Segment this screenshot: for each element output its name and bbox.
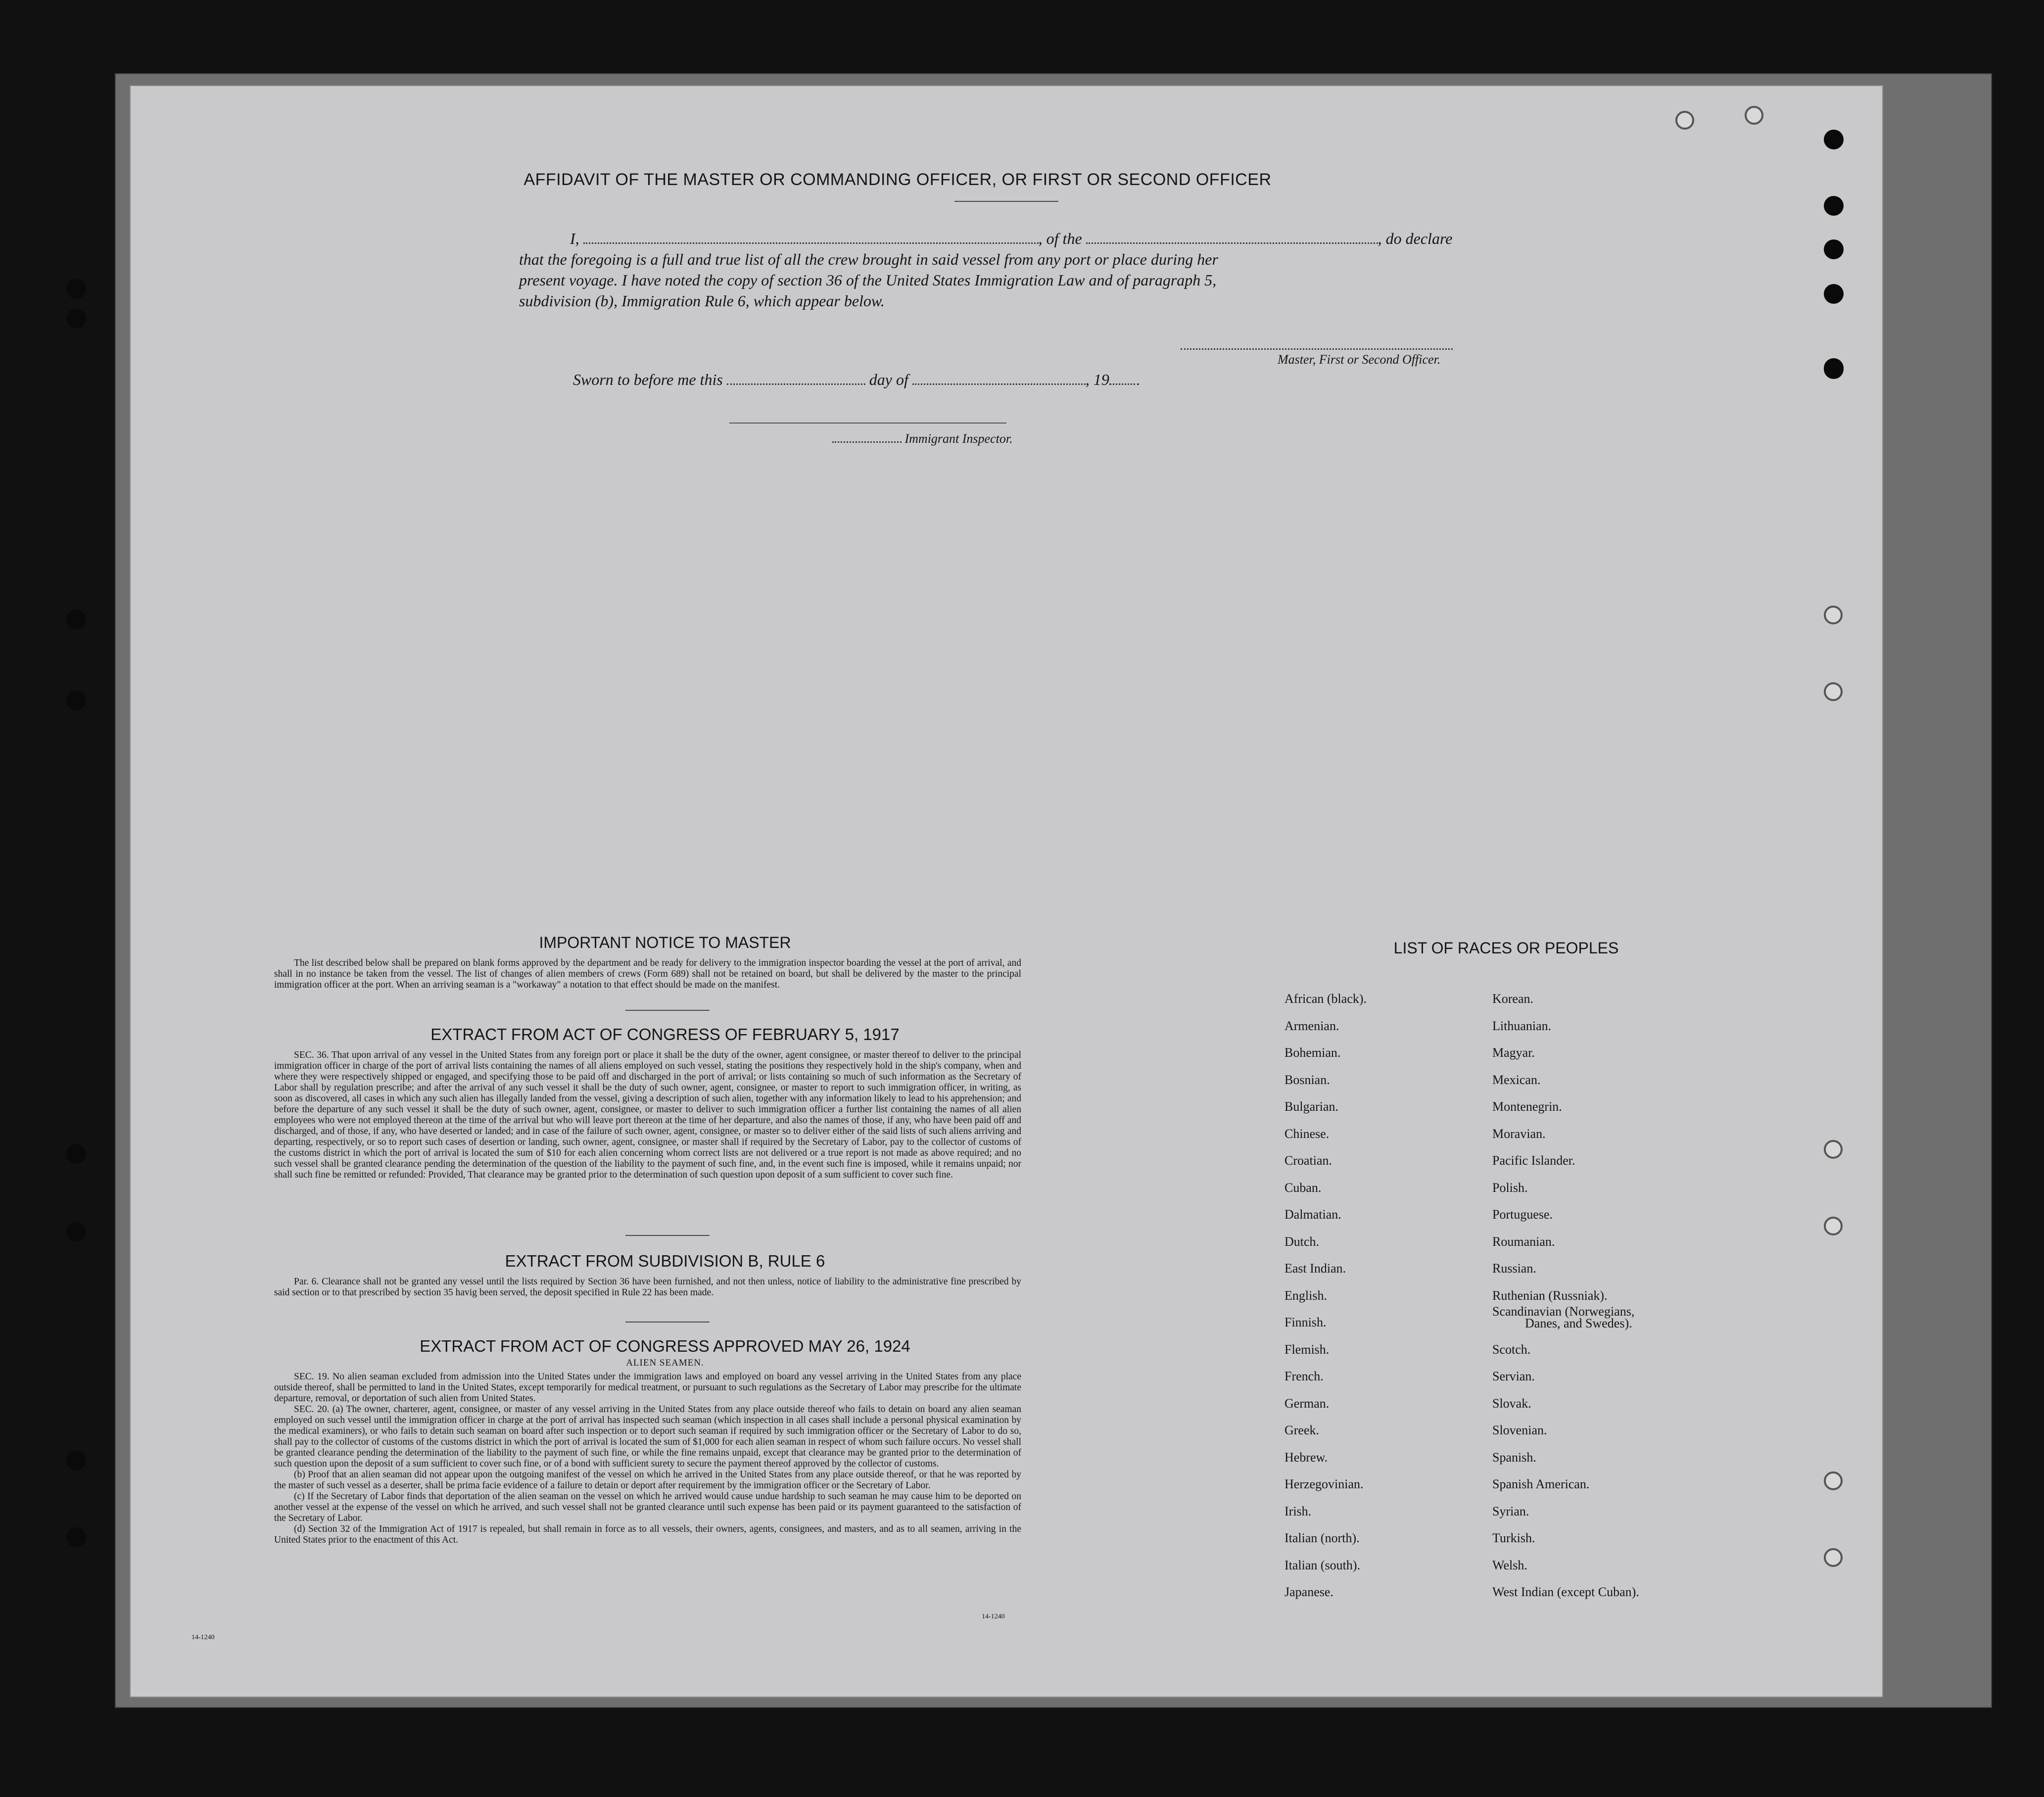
punch-hole: [66, 1527, 86, 1547]
race-item: West Indian (except Cuban).: [1492, 1585, 1639, 1599]
race-item: German.: [1284, 1396, 1330, 1411]
bottom-form-number: 14-1240: [191, 1634, 215, 1641]
extract-rule6-text: [274, 1277, 1021, 1298]
race-item: Turkish.: [1492, 1531, 1535, 1545]
race-item: English.: [1284, 1288, 1327, 1303]
race-item: Moravian.: [1492, 1126, 1546, 1141]
punch-hole: [1824, 284, 1844, 304]
race-item: Bosnian.: [1284, 1072, 1330, 1087]
race-item-scandinavian-cont: Danes, and Swedes).: [1525, 1316, 1632, 1330]
extract-1924-sec20d: (d) Section 32 of the Immigration Act of 1917 is repealed, but shall remain in force as to all vessels, their owners, agents, consignees, and masters, and as to all seamen, arriving in the United States prior to the enactment of this Act.: [274, 1524, 1021, 1545]
manifest-page: [130, 85, 1883, 1698]
punch-hole: [1824, 359, 1844, 379]
punch-hole: [66, 1222, 86, 1241]
extract-1924-title: EXTRACT FROM ACT OF CONGRESS APPROVED MAY 26, 1924: [420, 1337, 910, 1355]
punch-hole: [66, 279, 86, 299]
punch-hole: [1824, 1217, 1843, 1235]
master-signature-label: Master, First or Second Officer.: [1278, 352, 1441, 367]
race-item: Japanese.: [1284, 1585, 1333, 1599]
punch-hole: [1824, 1140, 1843, 1159]
extract-rule6-rule: [625, 1322, 710, 1323]
race-item: Spanish American.: [1492, 1477, 1590, 1491]
inspector-label: Immigrant Inspector.: [904, 431, 1013, 446]
sworn-year-blank[interactable]: [1109, 374, 1139, 385]
extract-1924-sec20c: (c) If the Secretary of Labor finds that deportation of the alien seaman on the vessel on which he arrived would cause undue hardship to such seaman he may cause him to be deported on another vessel at the expense of the vessel on which he arrived, and such vessel shall not be granted clearance until such expense has been paid or its payment guaranteed to the satisfaction of the Secretary of Labor.: [274, 1491, 1021, 1523]
extract-1917-rule: [625, 1235, 710, 1236]
extract-1924-text: [274, 1371, 1021, 1546]
name-blank[interactable]: [583, 233, 1039, 244]
punch-hole: [1824, 1548, 1843, 1567]
race-item: Italian (north).: [1284, 1531, 1360, 1545]
master-signature-line[interactable]: [1181, 348, 1453, 350]
punch-hole: [66, 1144, 86, 1164]
race-item: Bulgarian.: [1284, 1099, 1339, 1114]
race-item: Irish.: [1284, 1504, 1312, 1518]
sworn-line: [573, 371, 1139, 389]
extract-1917-paragraph: SEC. 36. That upon arrival of any vessel in the United States from any foreign port or place it shall be the duty of the owner, agent consignee, or master thereof to deliver to the principal immigration officer in charge of the port of arrival lists containing the names of all aliens employed on such vessel, stating the positions they respectively hold in the ship's company, when and where they were respectively shipped or engaged, and specifying those to be paid off and discharged in the port of arrival; or lists containing so much of such information as the Secretary of Labor shall by regulation prescribe; and after the arrival of any such vessel it shall be the duty of such owner, agent, consignee, or master to report to such immigration officer, in writing, as soon as discovered, all cases in which any such alien has illegally landed from the vessel, giving a description of such alien, together with any information likely to lead to his apprehension; and before the departure of any such vessel it shall be the duty of such owner, agent, consignee, or master to deliver to such immigration officer a further list containing the names of all alien employees who were not employed thereon at the time of the arrival but who will leave port thereon at the time of her departure, and also the names of those, if any, who have been paid off and discharged, and of those, if any, who have deserted or landed; and in case of the failure of such owner, agent, consignee, or master so to deliver either of the said lists of such aliens arriving and departing, respectively, or so to report such cases of desertion or landing, such owner, agent, consignee, or master shall if required by the Secretary of Labor, pay to the collector of customs of the customs district in which the port of arrival is located the sum of $10 for each alien concerning whom correct lists are not delivered or a true report is not made as above required; and no such vessel shall be granted clearance pending the determination of the question of the liability to the payment of such fine, and, in the event such fine is imposed, while it remains unpaid; nor shall such fine be remitted or refunded: Provided, That clearance may be granted prior to the determination of such question upon deposit of a sum sufficient to cover such fine.: [274, 1050, 1021, 1180]
sworn-day-blank[interactable]: [727, 374, 865, 385]
race-item: French.: [1284, 1369, 1324, 1383]
inspector-signature-line[interactable]: [729, 423, 1006, 424]
affidavit-line-2: that the foregoing is a full and true list of all the crew brought in said vessel from any port or place during her: [519, 250, 1218, 268]
inspector-blank[interactable]: [832, 434, 902, 443]
extract-1924-sec20b: (b) Proof that an alien seaman did not appear upon the outgoing manifest of the vessel on which he arrived in the United States from any place outside thereof, or that he was reported by the master of such vessel as a deserter, shall be prima facie evidence of a failure to detain or deport after requirement by the immigration officer or the Secretary of Labor.: [274, 1469, 1021, 1491]
race-item: Dalmatian.: [1284, 1207, 1341, 1222]
affidavit-line-3: present voyage. I have noted the copy of section 36 of the United States Immigration Law and of paragraph 5,: [519, 271, 1217, 289]
race-item: Cuban.: [1284, 1180, 1322, 1195]
race-item: Finnish.: [1284, 1315, 1327, 1329]
affidavit-title-rule: [954, 201, 1058, 202]
notice-rule: [625, 1010, 710, 1011]
races-title: LIST OF RACES OR PEOPLES: [1393, 939, 1619, 957]
sworn-prefix-text: Sworn to before me this: [573, 371, 723, 388]
race-item: Servian.: [1492, 1369, 1535, 1383]
race-item: Ruthenian (Russniak).: [1492, 1288, 1608, 1303]
race-item: Portuguese.: [1492, 1207, 1553, 1222]
sworn-month-blank[interactable]: [912, 374, 1086, 385]
punch-hole: [1745, 106, 1763, 125]
extract-1924-subtitle: ALIEN SEAMEN.: [626, 1358, 704, 1368]
sworn-day-of-text: day of: [869, 371, 908, 388]
race-item: East Indian.: [1284, 1261, 1346, 1276]
affidavit-declare-line: [570, 230, 1452, 248]
vessel-blank[interactable]: [1086, 233, 1378, 244]
declare-i-text: I,: [570, 230, 579, 247]
affidavit-line-4: subdivision (b), Immigration Rule 6, which appear below.: [519, 292, 885, 310]
affidavit-title: AFFIDAVIT OF THE MASTER OR COMMANDING OFFICER, OR FIRST OR SECOND OFFICER: [523, 170, 1272, 189]
race-item: African (black).: [1284, 992, 1367, 1006]
race-item: Chinese.: [1284, 1126, 1330, 1141]
race-item: Spanish.: [1492, 1450, 1536, 1465]
race-item: Lithuanian.: [1492, 1018, 1552, 1033]
extract-1917-title: EXTRACT FROM ACT OF CONGRESS OF FEBRUARY 5, 1917: [430, 1025, 900, 1043]
race-item: Slovenian.: [1492, 1423, 1547, 1437]
punch-hole: [66, 691, 86, 710]
race-item: Korean.: [1492, 992, 1534, 1006]
race-item: Syrian.: [1492, 1504, 1529, 1518]
race-item: Roumanian.: [1492, 1234, 1555, 1249]
extract-form-number: 14-1240: [982, 1613, 1005, 1620]
punch-hole: [1824, 682, 1843, 701]
race-item: Herzegovinian.: [1284, 1477, 1364, 1491]
race-item: Slovak.: [1492, 1396, 1531, 1411]
notice-paragraph: The list described below shall be prepared on blank forms approved by the department and be ready for delivery to the immigration inspector boarding the vessel at the port of arrival, and shall in no instance be taken from the vessel. The list of changes of alien members of crews (Form 689) shall not be retained on board, but shall be delivered by the master to the principal immigration officer at the port. When an arriving seaman is a "workaway" a notation to that effect should be made on the manifest.: [274, 958, 1021, 990]
race-item: Croatian.: [1284, 1153, 1332, 1168]
extract-1924-sec20a: SEC. 20. (a) The owner, charterer, agent, consignee, or master of any vessel arriving in the United States from any place outside thereof who fails to detain on board any alien seaman employed on such vessel until the immigration officer in charge at the port of arrival has inspected such seaman (which inspection in all cases shall include a personal physical examination by the medical examiners), or who fails to detain such seaman on board after such inspection or to deport such seaman if required by such immigration officer or the Secretary of Labor to do so, shall pay to the collector of customs of the customs district in which the port of arrival is located the sum of $1,000 for each alien seaman in respect of whom such failure occurs. No vessel shall be granted clearance pending the determination of the liability to the payment of such fine, or while the fine remains unpaid, except that clearance may be granted prior to the determination of such question upon the deposit of a sum sufficient to cover such fine, or of a bond with sufficient surety to secure the payment thereof approved by the collector of customs.: [274, 1404, 1021, 1469]
race-item: Welsh.: [1492, 1558, 1527, 1572]
race-item: Armenian.: [1284, 1018, 1339, 1033]
punch-hole: [1675, 111, 1694, 130]
punch-hole: [66, 610, 86, 629]
race-item: Bohemian.: [1284, 1045, 1341, 1060]
punch-hole: [1824, 130, 1844, 149]
race-item: Greek.: [1284, 1423, 1320, 1437]
declare-do-text: , do declare: [1378, 230, 1453, 247]
race-item: Russian.: [1492, 1261, 1536, 1276]
race-item: Dutch.: [1284, 1234, 1320, 1249]
race-item: Pacific Islander.: [1492, 1153, 1575, 1168]
extract-1924-sec19: SEC. 19. No alien seaman excluded from admission into the United States under the immigration laws and employed on board any vessel arriving in the United States from any place outside thereof, shall be permitted to land in the United States, except temporarily for medical treatment, or pursuant to such regulations as the Secretary of Labor may prescribe for the ultimate departure, removal, or deportation of such alien from United States.: [274, 1371, 1021, 1404]
sworn-year-text: , 19: [1085, 371, 1109, 388]
punch-hole: [1824, 606, 1843, 624]
extract-rule6-title: EXTRACT FROM SUBDIVISION B, RULE 6: [505, 1252, 825, 1270]
punch-hole: [1824, 1471, 1843, 1490]
notice-title: IMPORTANT NOTICE TO MASTER: [539, 934, 791, 951]
race-item: Polish.: [1492, 1180, 1528, 1195]
race-item: Montenegrin.: [1492, 1099, 1562, 1114]
inspector-label-line: [832, 431, 1013, 446]
race-item: Hebrew.: [1284, 1450, 1328, 1465]
race-item: Magyar.: [1492, 1045, 1535, 1060]
punch-hole: [66, 309, 86, 329]
punch-hole: [66, 1451, 86, 1470]
extract-rule6-paragraph: Par. 6. Clearance shall not be granted any vessel until the lists required by Section 36 have been furnished, and not then unless, notice of liability to the administrative fine prescribed by said section or to that prescribed by section 35 havig been served, the deposit specified in Rule 22 has been made.: [274, 1277, 1021, 1298]
race-item: Scandinavian (Norwegians,: [1492, 1304, 1635, 1319]
punch-hole: [1824, 196, 1844, 216]
race-item: Mexican.: [1492, 1072, 1541, 1087]
notice-text: [274, 958, 1021, 991]
race-item: Italian (south).: [1284, 1558, 1361, 1572]
declare-of-the-text: , of the: [1038, 230, 1082, 247]
race-item: Scotch.: [1492, 1342, 1531, 1357]
punch-hole: [1824, 239, 1844, 259]
extract-1917-text: [274, 1050, 1021, 1181]
race-item: Flemish.: [1284, 1342, 1330, 1357]
